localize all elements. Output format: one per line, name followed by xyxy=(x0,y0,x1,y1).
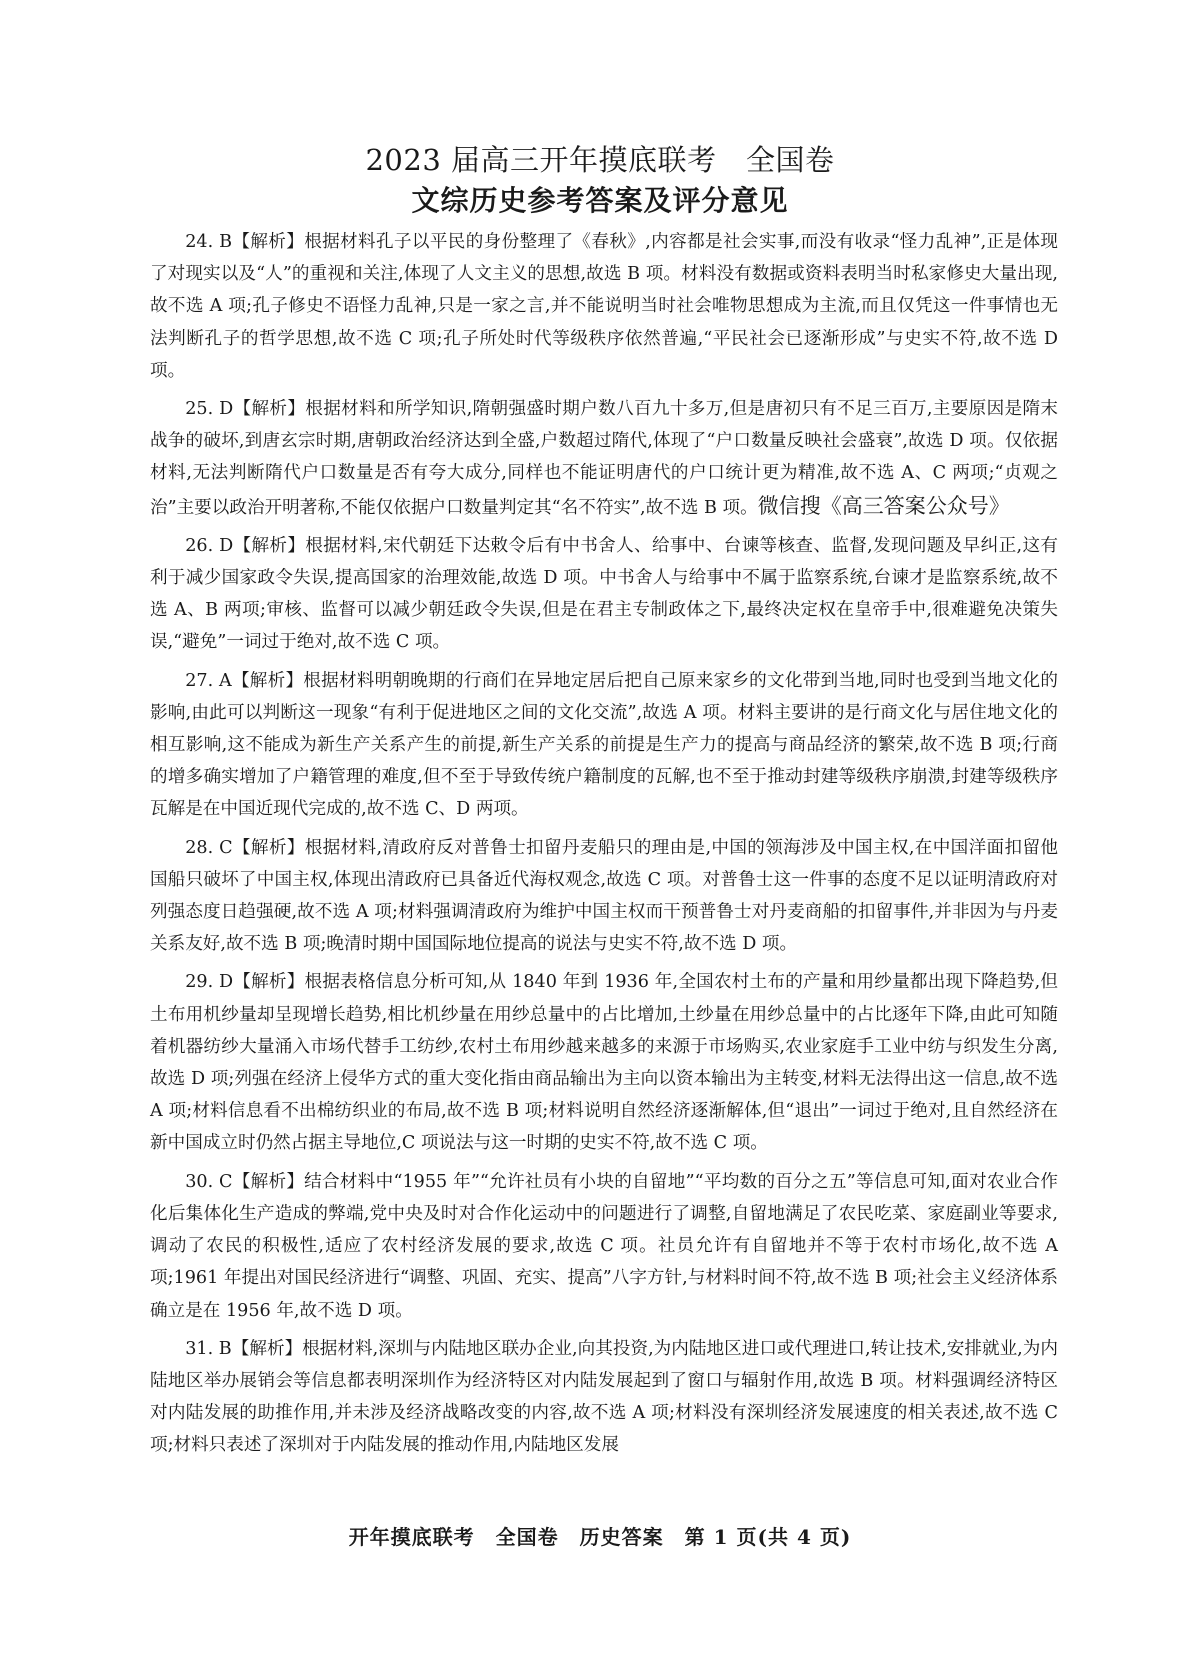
answer-27: 27. A【解析】根据材料明朝晚期的行商们在异地定居后把自己原来家乡的文化带到当地,同时也受到当地文化的影响,由此可以判断这一现象“有利于促进地区之间的文化交流”,故选 A 项。材料主要讲的是行商文化与居住地文化的相互影响,这不能成为新生产关系产生的前提,新生产关系的前提是生产力的提高与商品经济的繁荣,故不选 B 项;行商的增多确实增加了户籍管理的难度,但不至于导致传统户籍制度的瓦解,也不至于推动封建等级秩序崩溃,封建等级秩序瓦解是在中国近现代完成的,故不选 C、D 两项。 xyxy=(150,670,1058,820)
answer-24: 24. B【解析】根据材料孔子以平民的身份整理了《春秋》,内容都是社会实事,而没有收录“怪力乱神”,正是体现了对现实以及“人”的重视和关注,体现了人文主义的思想,故选 B 项。材料没有数据或资料表明当时私家修史大量出现,故不选 A 项;孔子修史不语怪力乱神,只是一家之言,并不能说明当时社会唯物思想成为主流,而且仅凭这一件事情也无法判断孔子的哲学思想,故不选 C 项;孔子所处时代等级秩序依然普遍,“平民社会已逐渐形成”与史实不符,故不选 D 项。 xyxy=(150,232,1058,381)
answer-29: 29. D【解析】根据表格信息分析可知,从 1840 年到 1936 年,全国农村土布的产量和用纱量都出现下降趋势,但土布用机纱量却呈现增长趋势,相比机纱量在用纱总量中的占比增加,土纱量在用纱总量中的占比逐年下降,由此可知随着机器纺纱大量涌入市场代替手工纺纱,农村土布用纱越来越多的来源于市场购买,农业家庭手工业中纺与织发生分离,故选 D 项;列强在经济上侵华方式的重大变化指由商品输出为主向以资本输出为主转变,材料无法得出这一信息,故不选 A 项;材料信息看不出棉纺织业的布局,故不选 B 项;材料说明自然经济逐渐解体,但“退出”一词过于绝对,且自然经济在新中国成立时仍然占据主导地位,C 项说法与这一时期的史实不符,故不选 C 项。 xyxy=(150,972,1058,1154)
wechat-note: 微信搜《高三答案公众号》 xyxy=(757,493,1010,518)
document-title: 2023 届高三开年摸底联考 全国卷 xyxy=(365,143,835,177)
answer-30: 30. C【解析】结合材料中“1955 年”“允许社员有小块的自留地”“平均数的百分之五”等信息可知,面对农业合作化后集体化生产造成的弊端,党中央及时对合作化运动中的问题进行了调整,自留地满足了农民吃菜、家庭副业等要求,调动了农民的积极性,适应了农村经济发展的要求,故选 C 项。社员允许有自留地并不等于农村市场化,故不选 A 项;1961 年提出对国民经济进行“调整、巩固、充实、提高”八字方针,与材料时间不符,故不选 B 项;社会主义经济体系确立是在 1956 年,故不选 D 项。 xyxy=(150,1171,1058,1321)
page-footer: 开年摸底联考 全国卷 历史答案 第 1 页(共 4 页) xyxy=(348,1525,852,1549)
answer-28: 28. C【解析】根据材料,清政府反对普鲁士扣留丹麦船只的理由是,中国的领海涉及中国主权,在中国洋面扣留他国船只破坏了中国主权,体现出清政府已具备近代海权观念,故选 C 项。对普鲁士这一件事的态度不足以证明清政府对列强态度日趋强硬,故不选 A 项;材料强调清政府为维护中国主权而干预普鲁士对丹麦商船的扣留事件,并非因为与丹麦关系友好,故不选 B 项;晚清时期中国国际地位提高的说法与史实不符,故不选 D 项。 xyxy=(150,837,1058,955)
answer-25 xyxy=(150,393,1058,524)
answer-25-text: 25. D【解析】根据材料和所学知识,隋朝强盛时期户数八百九十多万,但是唐初只有不足三百万,主要原因是隋末战争的破坏,到唐玄宗时期,唐朝政治经济达到全盛,户数超过隋代,体现了“户口数量反映社会盛衰”,故选 D 项。仅依据材料,无法判断隋代户口数量是否有夸大成分,同样也不能证明唐代的户口统计更为精准,故不选 A、C 两项;“贞观之治”主要以政治开明著称,不能仅依据户口数量判定其“名不符实”,故不选 B 项。 xyxy=(150,399,1058,518)
answer-31: 31. B【解析】根据材料,深圳与内陆地区联办企业,向其投资,为内陆地区进口或代理进口,转让技术,安排就业,为内陆地区举办展销会等信息都表明深圳作为经济特区对内陆发展起到了窗口与辐射作用,故选 B 项。材料强调经济特区对内陆发展的助推作用,并未涉及经济战略改变的内容,故不选 A 项;材料没有深圳经济发展速度的相关表述,故不选 C 项;材料只表述了深圳对于内陆发展的推动作用,内陆地区发展 xyxy=(150,1338,1058,1456)
answer-26: 26. D【解析】根据材料,宋代朝廷下达敕令后有中书舍人、给事中、台谏等核查、监督,发现问题及早纠正,这有利于减少国家政令失误,提高国家的治理效能,故选 D 项。中书舍人与给事中不属于监察系统,台谏才是监察系统,故不选 A、B 两项;审核、监督可以减少朝廷政令失误,但是在君主专制政体之下,最终决定权在皇帝手中,很难避免决策失误,“避免”一词过于绝对,故不选 C 项。 xyxy=(150,535,1058,653)
answer-explanations xyxy=(150,226,1058,1468)
document-subtitle: 文综历史参考答案及评分意见 xyxy=(411,184,789,217)
